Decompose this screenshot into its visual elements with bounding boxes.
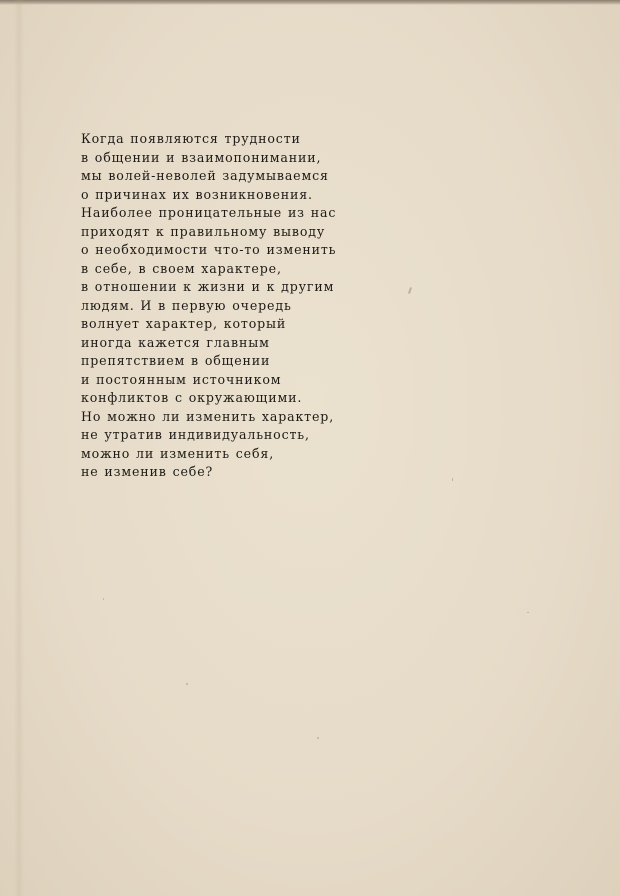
- paragraph-line: препятствием в общении: [81, 353, 271, 368]
- paragraph-line: мы волей-неволей задумываемся: [81, 168, 329, 183]
- paragraph-line: Но можно ли изменить характер,: [81, 408, 335, 424]
- paragraph-line: приходят к правильному выводу: [81, 223, 326, 239]
- paragraph-line: в отношении к жизни и к другим: [81, 279, 335, 294]
- paragraph-line: конфликтов с окружающими.: [81, 390, 303, 405]
- paragraph-line: можно ли изменить себя,: [81, 445, 275, 461]
- paper-speck: [186, 683, 188, 685]
- paragraph-line: в себе, в своем характере,: [81, 260, 282, 276]
- paragraph-line: волнует характер, который: [81, 316, 287, 331]
- paragraph-line: Когда появляются трудности: [81, 131, 301, 146]
- paragraph-line: людям. И в первую очередь: [81, 297, 292, 313]
- paragraph-line: иногда кажется главным: [81, 334, 270, 350]
- paper-speck: [317, 737, 319, 739]
- paragraph-line: о причинах их возникновения.: [81, 186, 313, 202]
- paragraph-line: о необходимости что-то изменить: [81, 242, 337, 257]
- paragraph-line: не изменив себе?: [81, 464, 214, 479]
- page-binding-shadow: [14, 0, 24, 896]
- paper-speck: [452, 478, 453, 481]
- paragraph-line: в общении и взаимопонимании,: [81, 149, 322, 165]
- body-paragraph: [81, 130, 381, 482]
- paper-speck: [103, 598, 104, 600]
- paper-speck: [527, 612, 529, 613]
- paragraph-line: и постоянным источником: [81, 371, 282, 387]
- paragraph-line: не утратив индивидуальность,: [81, 427, 310, 442]
- page-top-edge: [0, 0, 620, 5]
- paragraph-line: Наиболее проницательные из нас: [81, 205, 337, 220]
- paper-speck: [408, 287, 412, 294]
